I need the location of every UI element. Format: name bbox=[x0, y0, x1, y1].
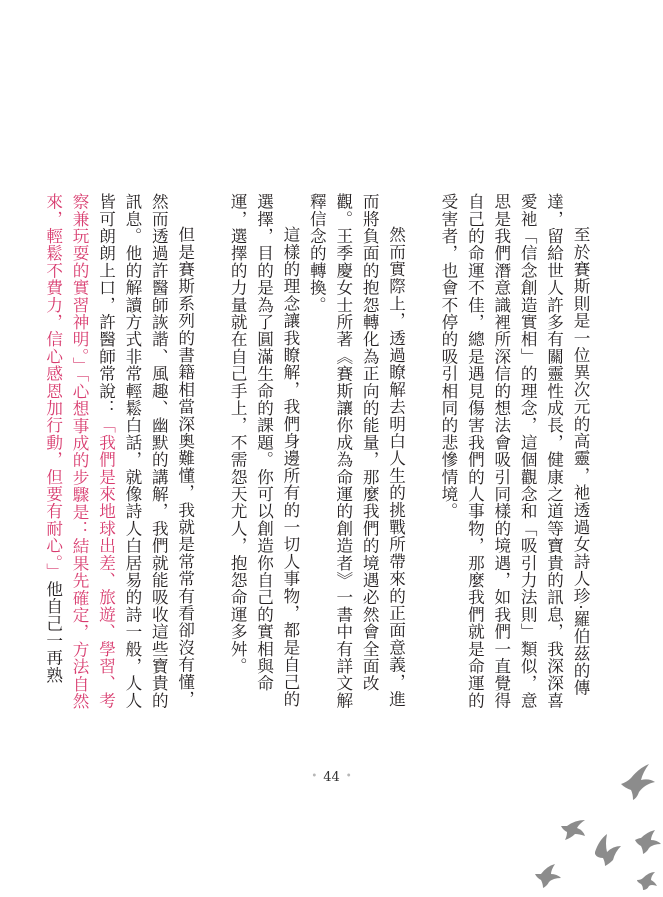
paragraph-dr-hsu-text: 但是賽斯系列的書籍相當深奧難懂，我就是常常有看卻沒有懂，然而透過許醫師詼諧、風趣、幽默的講解，我們就能吸收這些寶貴的訊息。他的解讀方式非常輕鬆白話，就像詩人白居易的詩一般，人人皆可朗朗上口，許醫師常說： bbox=[96, 193, 195, 709]
bird-icon bbox=[595, 834, 621, 866]
highlighted-quote: 「我們是來地球出差、旅遊、學習、考察兼玩耍的實習神明。」「心想事成的步驟是：結果先確定，方法自然來，輕鬆不費力，信心感恩加行動，但要有耐心。」 bbox=[43, 193, 116, 710]
paragraph-choice: 這樣的理念讓我瞭解，我們身邊所有的一切人事物，都是自己的選擇，目的是為了圓滿生命的課題。你可以創造你自己的實相與命運，選擇的力量就在自己手上，不需怨天尤人，抱怨命運多舛。 bbox=[228, 193, 300, 708]
page-number-value: 44 bbox=[323, 770, 340, 785]
body-text bbox=[39, 193, 593, 713]
bird-icon bbox=[561, 820, 585, 840]
paragraph-dr-hsu bbox=[39, 193, 197, 713]
paragraph-seth-intro: 至於賽斯則是一位異次元的高靈，祂透過女詩人珍‧羅伯茲的傳達，留給世人許多有關靈性成長，健康之道等寶貴的訊息，我深深喜愛祂「信念創造實相」的理念，這個觀念和「吸引力法則」類似，意思是我們潛意識裡所深信的想法會吸引同樣的境遇，如我們一直覺得自己的命運不佳，總是遇見傷害我們的人事物，那麼我們就是命運的受害者，也會不停的吸引相同的悲慘情境。 bbox=[438, 193, 590, 709]
paragraph-positive-energy: 然而實際上，透過瞭解去明白人生的挑戰所帶來的正面意義，進而將負面的抱怨轉化為正向的能量，那麼我們的境遇必然會全面改觀。王季慶女士所著《賽斯讓你成為命運的創造者》一書中有詳文解釋信念的轉換。 bbox=[307, 193, 406, 709]
flying-birds-illustration bbox=[523, 760, 663, 897]
bird-icon bbox=[635, 830, 661, 854]
paragraph-dr-hsu-continued: 他自己一再熟 bbox=[43, 580, 63, 684]
bird-icon bbox=[621, 764, 655, 800]
bullet-right-icon: • bbox=[345, 771, 352, 782]
bird-icon bbox=[535, 864, 561, 888]
bird-icon bbox=[637, 872, 657, 890]
bullet-left-icon: • bbox=[311, 771, 318, 782]
